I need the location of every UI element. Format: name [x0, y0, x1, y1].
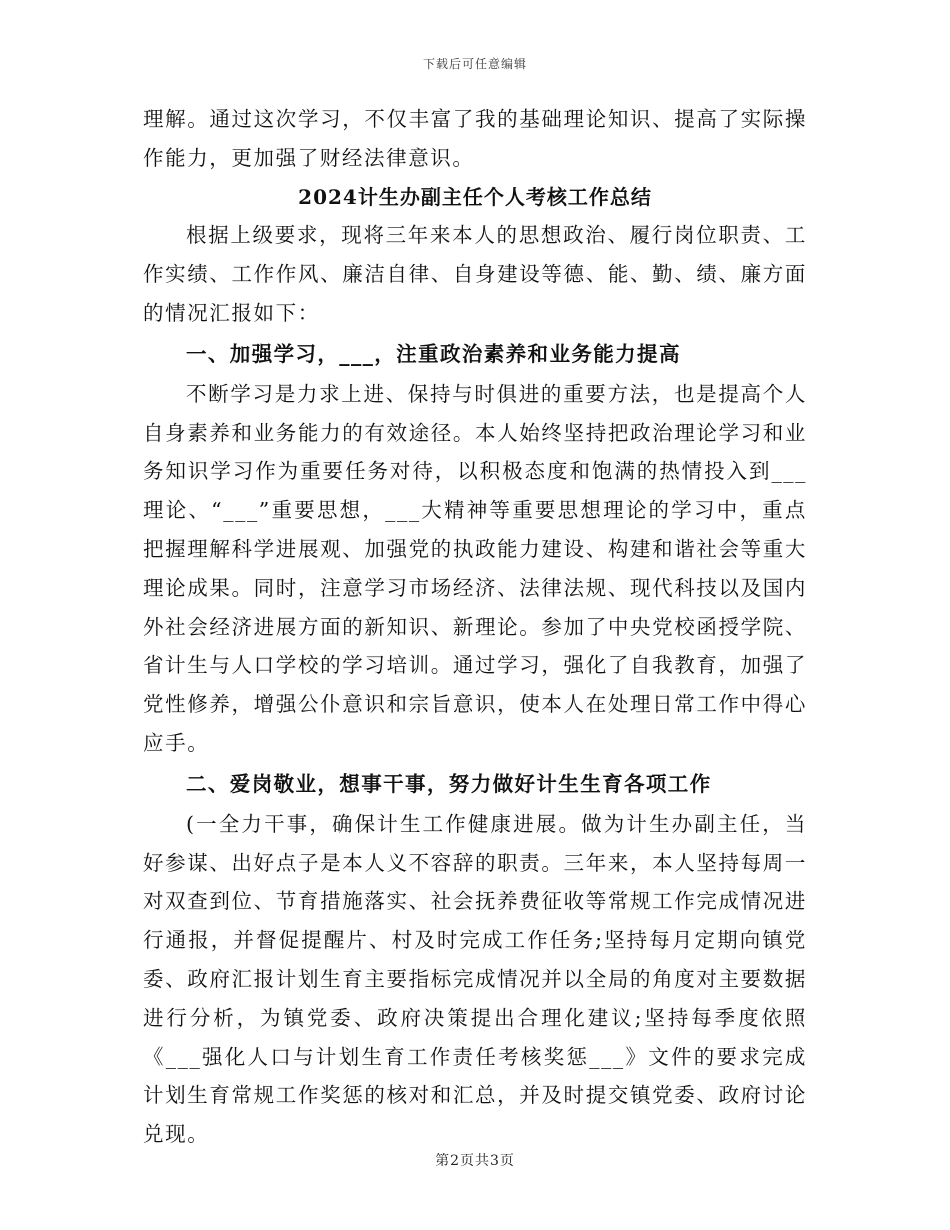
document-title: 2024计生办副主任个人考核工作总结 — [298, 184, 652, 209]
intro-paragraph: 理解。通过这次学习，不仅丰富了我的基础理论知识、提高了实际操作能力，更加强了财经法律意识。 — [143, 107, 807, 170]
section-1-paragraph: 不断学习是力求上进、保持与时俱进的重要方法，也是提高个人自身素养和业务能力的有效途径。本人始终坚持把政治理论学习和业务知识学习作为重要任务对待，以积极态度和饱满的热情投入到___理论、“___”重要思想，___大精神等重要思想理论的学习中，重点把握理解科学进展观、加强党的执政能力建设、构建和谐社会等重大理论成果。同时，注意学习市场经济、法律法规、现代科技以及国内外社会经济进展方面的新知识、新理论。参加了中央党校函授学院、省计生与人口学校的学习培训。通过学习，强化了自我教育，加强了党性修养，增强公仆意识和宗旨意识，使本人在处理日常工作中得心应手。 — [143, 381, 807, 755]
document-body — [143, 100, 807, 1154]
section-1-heading: 一、加强学习，___，注重政治素养和业务能力提高 — [186, 341, 681, 366]
page-header: 下载后可任意编辑 — [422, 57, 527, 71]
section-2-paragraph: (一全力干事，确保计生工作健康进展。做为计生办副主任，当好参谋、出好点子是本人义不容辞的职责。三年来，本人坚持每周一对双查到位、节育措施落实、社会抚养费征收等常规工作完成情况进行通报，并督促提醒片、村及时完成工作任务;坚持每月定期向镇党委、政府汇报计划生育主要指标完成情况并以全局的角度对主要数据进行分析，为镇党委、政府决策提出合理化建议;坚持每季度依照《___强化人口与计划生育工作责任考核奖惩___》文件的要求完成计划生育常规工作奖惩的核对和汇总，并及时提交镇党委、政府讨论兑现。 — [143, 811, 807, 1147]
section-2-heading: 二、爱岗敬业，想事干事，努力做好计生生育各项工作 — [186, 771, 712, 796]
page-number: 第2页共3页 — [435, 1153, 515, 1169]
opening-paragraph: 根据上级要求，现将三年来本人的思想政治、履行岗位职责、工作实绩、工作作风、廉洁自律、自身建设等德、能、勤、绩、廉方面的情况汇报如下： — [143, 223, 807, 325]
